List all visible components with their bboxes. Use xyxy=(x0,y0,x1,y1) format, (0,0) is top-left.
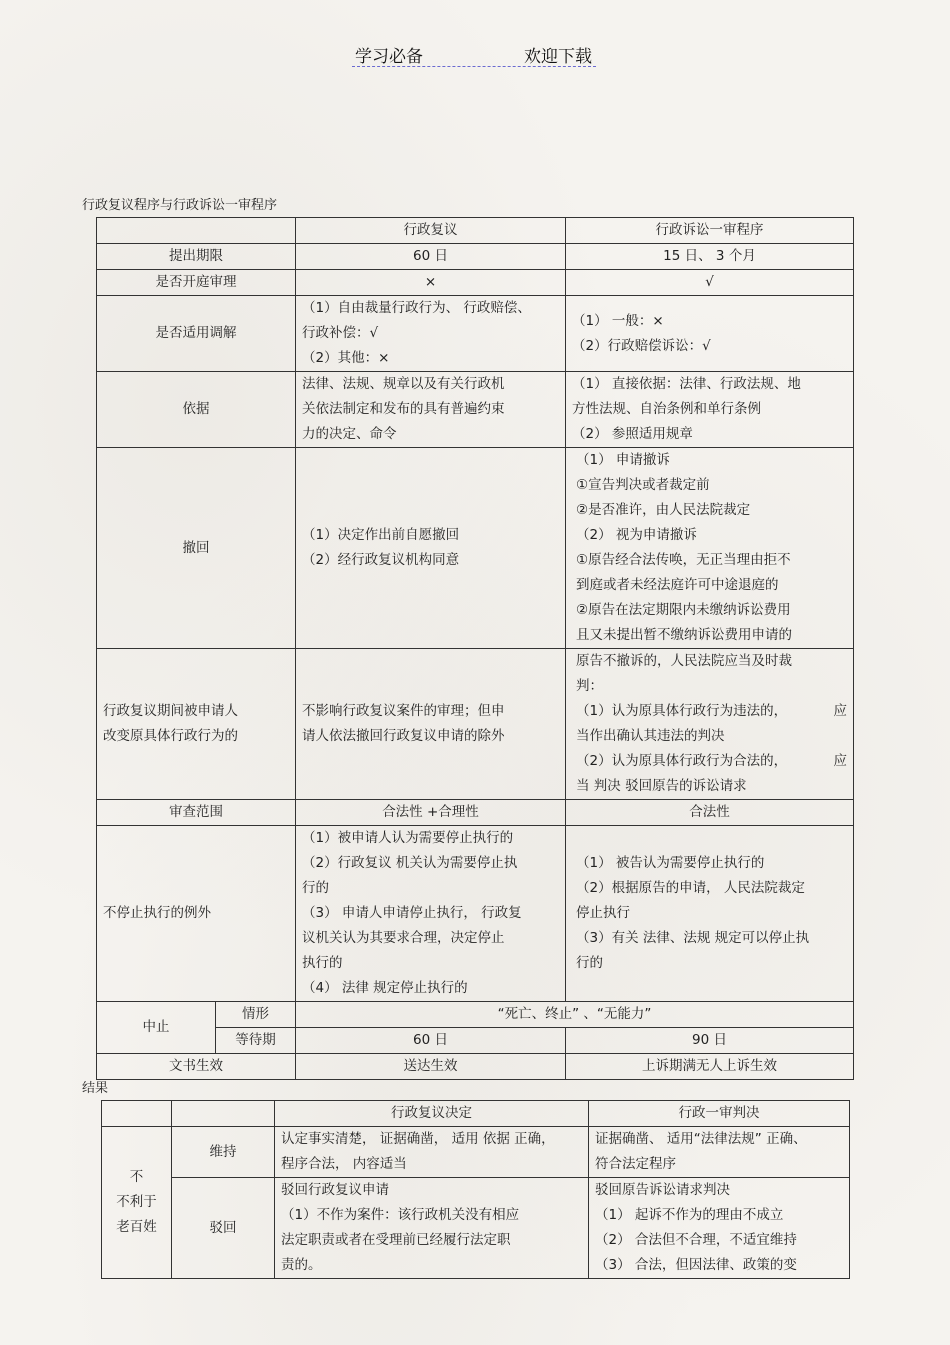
header-cell-first-judgment: 行政一审判决 xyxy=(589,1101,850,1127)
row-label: 不停止执行的例外 xyxy=(97,826,296,1002)
cell-litigation: （1） 一般：× （2）行政赔偿诉讼：√ xyxy=(566,296,854,372)
cell-litigation: 驳回原告诉讼请求判决 （1） 起诉不作为的理由不成立 （2） 合法但不合理，不适宜维持 （3） 合法，但因法律、政策的变 xyxy=(589,1178,850,1279)
cell-review: （1）被申请人认为需要停止执行的 （2）行政复议 机关认为需要停止执 行的 （3） 申请人申请停止执行， 行政复 议机关认为其要求合理，决定停止 执行的 （4） 法律 规定停止执行的 xyxy=(296,826,566,1002)
header-cell-empty xyxy=(172,1101,275,1127)
table-row xyxy=(97,448,854,649)
table-row xyxy=(102,1127,850,1178)
row-label: 撤回 xyxy=(97,448,296,649)
group-label: 不 不利于 老百姓 xyxy=(102,1127,172,1279)
cell-review: （1）决定作出前自愿撤回 （2）经行政复议机构同意 xyxy=(296,448,566,649)
table-header-row xyxy=(102,1101,850,1127)
table-row xyxy=(97,1002,854,1028)
table1-caption: 行政复议程序与行政诉讼一审程序 xyxy=(82,198,278,213)
cell-litigation: （1） 申请撤诉 ①宣告判决或者裁定前 ②是否准许，由人民法院裁定 （2） 视为申请撤诉 ①原告经合法传唤，无正当理由拒不 到庭或者未经法庭许可中途退庭的 ②原告在法定期限内未缴纳诉讼费用 且又未提出暂不缴纳诉讼费用申请的 xyxy=(566,448,854,649)
table-row xyxy=(97,296,854,372)
row-label: 是否适用调解 xyxy=(97,296,296,372)
row-label: 中止 xyxy=(97,1002,216,1054)
header-cell-review: 行政复议 xyxy=(296,218,566,244)
cell-litigation: 合法性 xyxy=(566,800,854,826)
header-cell-review-decision: 行政复议决定 xyxy=(275,1101,589,1127)
cell-litigation: 上诉期满无人上诉生效 xyxy=(566,1054,854,1080)
row-label: 依据 xyxy=(97,372,296,448)
table-row xyxy=(97,244,854,270)
cell-review: × xyxy=(296,270,566,296)
cell-shared: “死亡、终止” 、“无能力” xyxy=(296,1002,854,1028)
page-header xyxy=(352,40,596,67)
header-left-text: 学习必备 xyxy=(355,47,423,67)
row-label: 行政复议期间被申请人 改变原具体行政行为的 xyxy=(97,649,296,800)
table-row xyxy=(102,1178,850,1279)
cell-review: 60 日 xyxy=(296,1028,566,1054)
sub-label: 情形 xyxy=(216,1002,296,1028)
table-row xyxy=(97,1054,854,1080)
row-label: 是否开庭审理 xyxy=(97,270,296,296)
table-row xyxy=(97,372,854,448)
table-row xyxy=(97,800,854,826)
cell-review: 不影响行政复议案件的审理；但申 请人依法撤回行政复议申请的除外 xyxy=(296,649,566,800)
result-table xyxy=(101,1100,850,1279)
cell-review: 驳回行政复议申请 （1）不作为案件：该行政机关没有相应 法定职责或者在受理前已经履行法定职 责的。 xyxy=(275,1178,589,1279)
header-right-text: 欢迎下载 xyxy=(524,47,592,67)
cell-review: 法律、法规、规章以及有关行政机 关依法制定和发布的具有普遍约束 力的决定、命令 xyxy=(296,372,566,448)
header-cell-empty xyxy=(97,218,296,244)
cell-litigation: （1） 直接依据：法律、行政法规、地 方性法规、自治条例和单行条例 （2） 参照适用规章 xyxy=(566,372,854,448)
row-label: 提出期限 xyxy=(97,244,296,270)
cell-litigation: 15 日、 3 个月 xyxy=(566,244,854,270)
header-cell-litigation: 行政诉讼一审程序 xyxy=(566,218,854,244)
cell-review: 送达生效 xyxy=(296,1054,566,1080)
cell-review: （1）自由裁量行政行为、 行政赔偿、 行政补偿：√ （2）其他：× xyxy=(296,296,566,372)
comparison-table xyxy=(96,217,854,1080)
table-row xyxy=(97,826,854,1002)
cell-litigation: 证据确凿、 适用“法律法规” 正确、 符合法定程序 xyxy=(589,1127,850,1178)
table-row xyxy=(97,649,854,800)
row-label: 维持 xyxy=(172,1127,275,1178)
cell-review: 认定事实清楚， 证据确凿， 适用 依据 正确， 程序合法， 内容适当 xyxy=(275,1127,589,1178)
cell-litigation: 90 日 xyxy=(566,1028,854,1054)
table2-caption: 结果 xyxy=(82,1081,109,1096)
row-label: 审查范围 xyxy=(97,800,296,826)
cell-review: 60 日 xyxy=(296,244,566,270)
cell-litigation: 原告不撤诉的，人民法院应当及时裁 判： （1）认为原具体行政行为违法的， 应 当作出确认其违法的判决 （2）认为原具体行政行为合法的， 应 当 判决 驳回原告的诉讼请求 xyxy=(566,649,854,800)
sub-label: 等待期 xyxy=(216,1028,296,1054)
table-row xyxy=(97,270,854,296)
cell-litigation: （1） 被告认为需要停止执行的 （2）根据原告的申请， 人民法院裁定 停止执行 （3）有关 法律、法规 规定可以停止执 行的 xyxy=(566,826,854,1002)
row-label: 文书生效 xyxy=(97,1054,296,1080)
row-label: 驳回 xyxy=(172,1178,275,1279)
header-cell-empty xyxy=(102,1101,172,1127)
table-header-row xyxy=(97,218,854,244)
cell-review: 合法性 +合理性 xyxy=(296,800,566,826)
cell-litigation: √ xyxy=(566,270,854,296)
